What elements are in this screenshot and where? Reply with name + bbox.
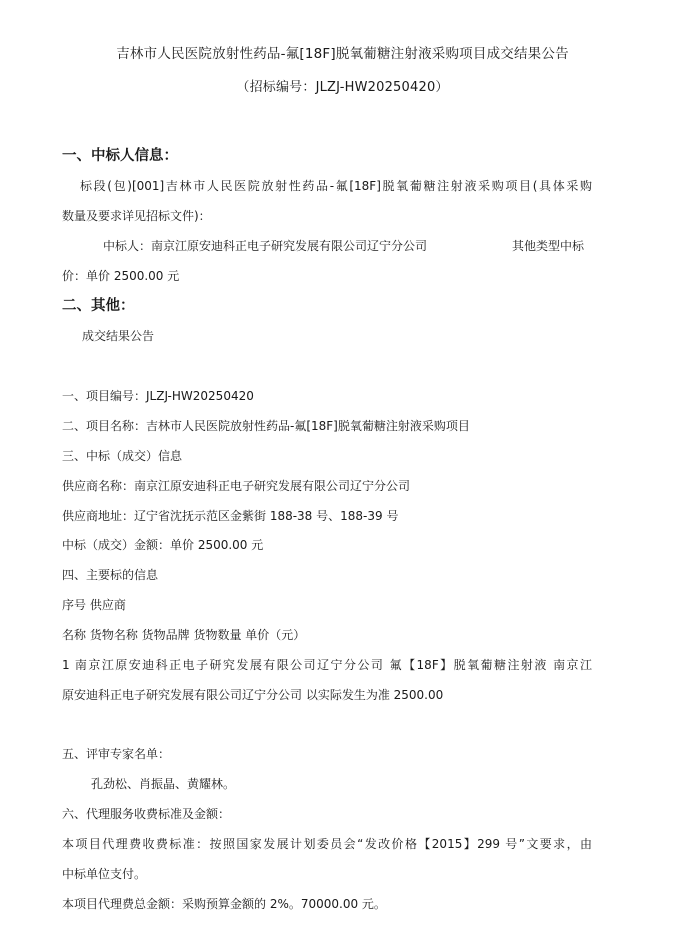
notice-label: 成交结果公告: [82, 329, 155, 343]
section-heading-winner: 一、中标人信息：: [62, 148, 178, 164]
supplier-name: 供应商名称：南京江原安迪科正电子研究发展有限公司辽宁分公司: [62, 479, 411, 493]
fee-total: 本项目代理费总金额：采购预算金额的 2%。70000.00 元。: [62, 897, 386, 911]
section-heading-other: 二、其他：: [62, 298, 135, 314]
award-amount: 中标（成交）金额：单价 2500.00 元: [62, 538, 264, 552]
award-info-heading: 三、中标（成交）信息: [62, 449, 183, 463]
tender-number: （招标编号：JLZJ-HW20250420）: [236, 80, 449, 95]
winner-name: 中标人：南京江原安迪科正电子研究发展有限公司辽宁分公司: [103, 239, 428, 253]
fee-heading: 六、代理服务收费标准及金额：: [62, 807, 231, 821]
supplier-address: 供应商地址：辽宁省沈抚示范区金紫街 188-38 号、188-39 号: [62, 509, 399, 523]
project-number: 一、项目编号：JLZJ-HW20250420: [62, 389, 254, 403]
table-header-line2: 名称 货物名称 货物品牌 货物数量 单价（元）: [62, 628, 306, 642]
main-info-heading: 四、主要标的信息: [62, 568, 159, 582]
other-type-label: 其他类型中标: [512, 239, 585, 253]
winning-price: 价：单价 2500.00 元: [62, 269, 180, 283]
table-row-cont: 原安迪科正电子研究发展有限公司辽宁分公司 以实际发生为准 2500.00: [62, 688, 444, 702]
lot-description: 标段(包)[001]吉林市人民医院放射性药品-氟[18F]脱氧葡糖注射液采购项目(具体采购: [80, 179, 592, 193]
table-header-line1: 序号 供应商: [62, 598, 126, 612]
fee-standard-cont: 中标单位支付。: [62, 867, 147, 881]
experts-heading: 五、评审专家名单：: [62, 747, 171, 761]
experts-list: 孔劲松、肖振晶、黄耀林。: [91, 777, 236, 791]
document-title: 吉林市人民医院放射性药品-氟[18F]脱氧葡糖注射液采购项目成交结果公告: [116, 46, 569, 62]
fee-standard: 本项目代理费收费标准：按照国家发展计划委员会“发改价格【2015】299 号”文要求，由: [62, 837, 592, 851]
table-row: 1 南京江原安迪科正电子研究发展有限公司辽宁分公司 氟【18F】脱氧葡糖注射液 南京江: [62, 658, 592, 672]
project-name: 二、项目名称：吉林市人民医院放射性药品-氟[18F]脱氧葡糖注射液采购项目: [62, 419, 470, 433]
lot-description-cont: 数量及要求详见招标文件)：: [62, 209, 211, 223]
